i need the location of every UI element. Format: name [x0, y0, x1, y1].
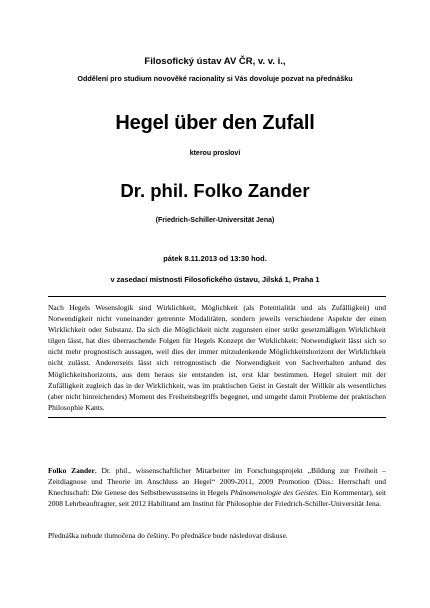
abstract-text: Nach Hegels Wesenslogik sind Wirklichkeit, Möglichkeit (als Potentialität und als Zufälligkeit) und Notwendigkeit nicht voneinander getrennte Modalitäten, sondern jeweils verschiedene Aspekte der einen Wirklichkeit oder Substanz. Da sich die Möglichkeit nicht zugunsten einer strikt gesetzmäßigen Wirklichkeit tilgen lässt, hat dies überraschende Folgen für Hegels Konzept der Wirklichkeit: Notwendigkeit lässt sich so nicht mehr prognostisch aussagen, weil dies der immer mitzudenkende Möglichkeitshorizont der Wirklichkeit nicht zulässt. Andererseits lässt sich retrognostisch die Notwendigkeit von Sachverhalten anhand des Möglichkeitshorizonts, aus dem heraus sie entstanden ist, erst klar bestimmen. Hegel situiert mit der Zufälligkeit zugleich das in der Wirklichkeit, was im praktischen Geist in Gestalt der Willkür als wesentliches (aber nicht hinreichendes) Moment des Freiheitsbegriffs begegnet, und umgeht damit Probleme der praktischen Philosophie Kants. — [48, 303, 386, 412]
speaker-name: Dr. phil. Folko Zander — [120, 180, 310, 201]
bio-text-part2: . Ein Kommentar), seit 2008 Lehrbeauftragter, seit 2012 Habilitand am Institut für Philosophie der Friedrich-Schiller-Universität Jena. — [48, 488, 386, 509]
bio-name: Folko Zander — [48, 466, 95, 475]
speaker-bio — [48, 465, 386, 509]
speaker-affiliation: (Friedrich-Schiller-Universität Jena) — [155, 217, 275, 224]
lecture-datetime: pátek 8.11.2013 od 13:30 hod. — [163, 254, 267, 263]
bio-work-title: Phänomenologie des Geistes — [230, 488, 318, 498]
translation-note: Přednáška nebude tlumočena do češtiny. Po přednášce bude následovat diskuse. — [48, 531, 288, 540]
lecture-title: Hegel über den Zufall — [115, 112, 315, 134]
institution-name: Filosofický ústav AV ČR, v. v. i., — [144, 56, 286, 67]
lecture-venue: v zasedací místnosti Filosofického ústavu, Jilská 1, Praha 1 — [110, 275, 320, 284]
department-invitation: Oddělení pro studium novověké racionality si Vás dovoluje pozvat na přednášku — [77, 74, 353, 83]
presenter-intro: kterou prosloví — [189, 150, 241, 157]
bio-text-part1: , Dr. phil., wissenschaftlicher Mitarbeiter im Forschungsprojekt „Bildung zur Freiheit – Zeitdiagnose und Theorie im Anschluss an Hegel“ 2009-2011, 2009 Promotion (Diss.: Herrschaft und Knechtschaft: Die Genese des Selbstbewusstseins in Hegels — [48, 466, 386, 498]
abstract-box — [48, 296, 386, 418]
